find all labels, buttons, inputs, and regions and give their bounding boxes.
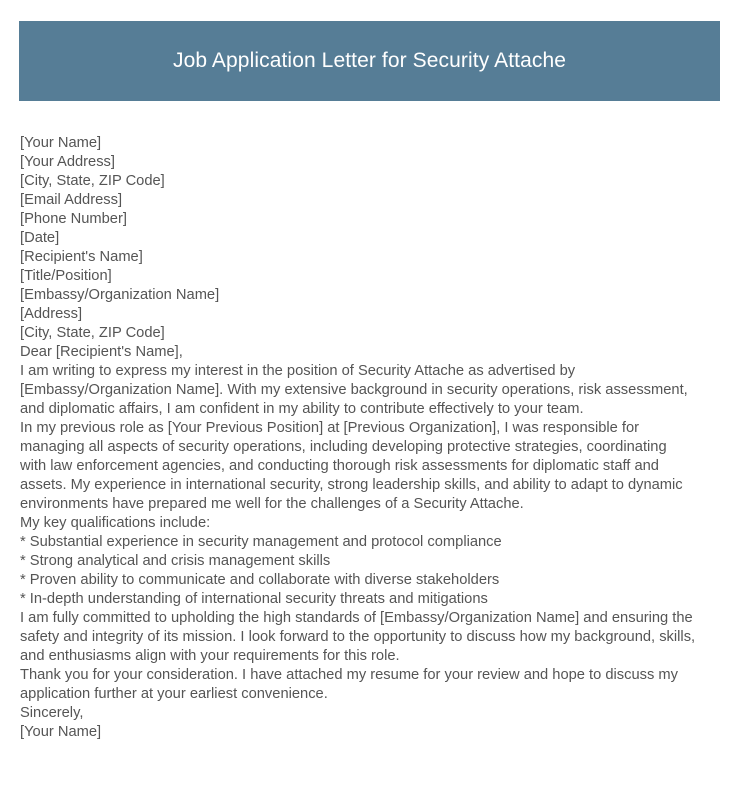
- letter-line: [Embassy/Organization Name]: [20, 287, 220, 303]
- letter-line: Thank you for your consideration. I have attached my resume for your review and hope to discuss my application further at your earliest convenience.: [20, 667, 678, 702]
- letter-line: [Phone Number]: [20, 211, 127, 227]
- letter-line: * Substantial experience in security management and protocol compliance: [20, 534, 502, 550]
- letter-line: In my previous role as [Your Previous Position] at [Previous Organization], I was responsible for managing all aspects of security operations, including developing protective strategies, coordinating with law enforcement agencies, and conducting thorough risk assessments for diplomatic staff and assets. My experience in international security, strong leadership skills, and ability to adapt to dynamic environments have prepared me well for the challenges of a Security Attache.: [20, 420, 683, 512]
- letter-line: [Title/Position]: [20, 268, 112, 284]
- letter-body: [20, 134, 696, 742]
- letter-line: I am writing to express my interest in the position of Security Attache as advertised by [Embassy/Organization Name]. With my extensive background in security operations, risk assessment, and diplomatic affairs, I am confident in my ability to contribute effectively to your team.: [20, 363, 688, 417]
- letter-line: * Strong analytical and crisis management skills: [20, 553, 331, 569]
- letter-line: [Your Name]: [20, 135, 102, 151]
- letter-line: Dear [Recipient's Name],: [20, 344, 183, 360]
- letter-line: [Your Address]: [20, 154, 115, 170]
- letter-line: [Address]: [20, 306, 83, 322]
- letter-line: I am fully committed to upholding the high standards of [Embassy/Organization Name] and ensuring the safety and integrity of its mission. I look forward to the opportunity to discuss how my background, skills, and enthusiasms align with your requirements for this role.: [20, 610, 696, 664]
- letter-line: [Email Address]: [20, 192, 123, 208]
- header-banner: [19, 21, 720, 101]
- letter-line: * In-depth understanding of international security threats and mitigations: [20, 591, 488, 607]
- letter-line: [City, State, ZIP Code]: [20, 173, 165, 189]
- letter-line: [Your Name]: [20, 724, 102, 740]
- letter-line: [Recipient's Name]: [20, 249, 143, 265]
- letter-line: Sincerely,: [20, 705, 84, 721]
- page-title: Job Application Letter for Security Attache: [172, 49, 567, 72]
- letter-line: [Date]: [20, 230, 60, 246]
- letter-line: [City, State, ZIP Code]: [20, 325, 165, 341]
- letter-line: My key qualifications include:: [20, 515, 211, 531]
- letter-line: * Proven ability to communicate and collaborate with diverse stakeholders: [20, 572, 500, 588]
